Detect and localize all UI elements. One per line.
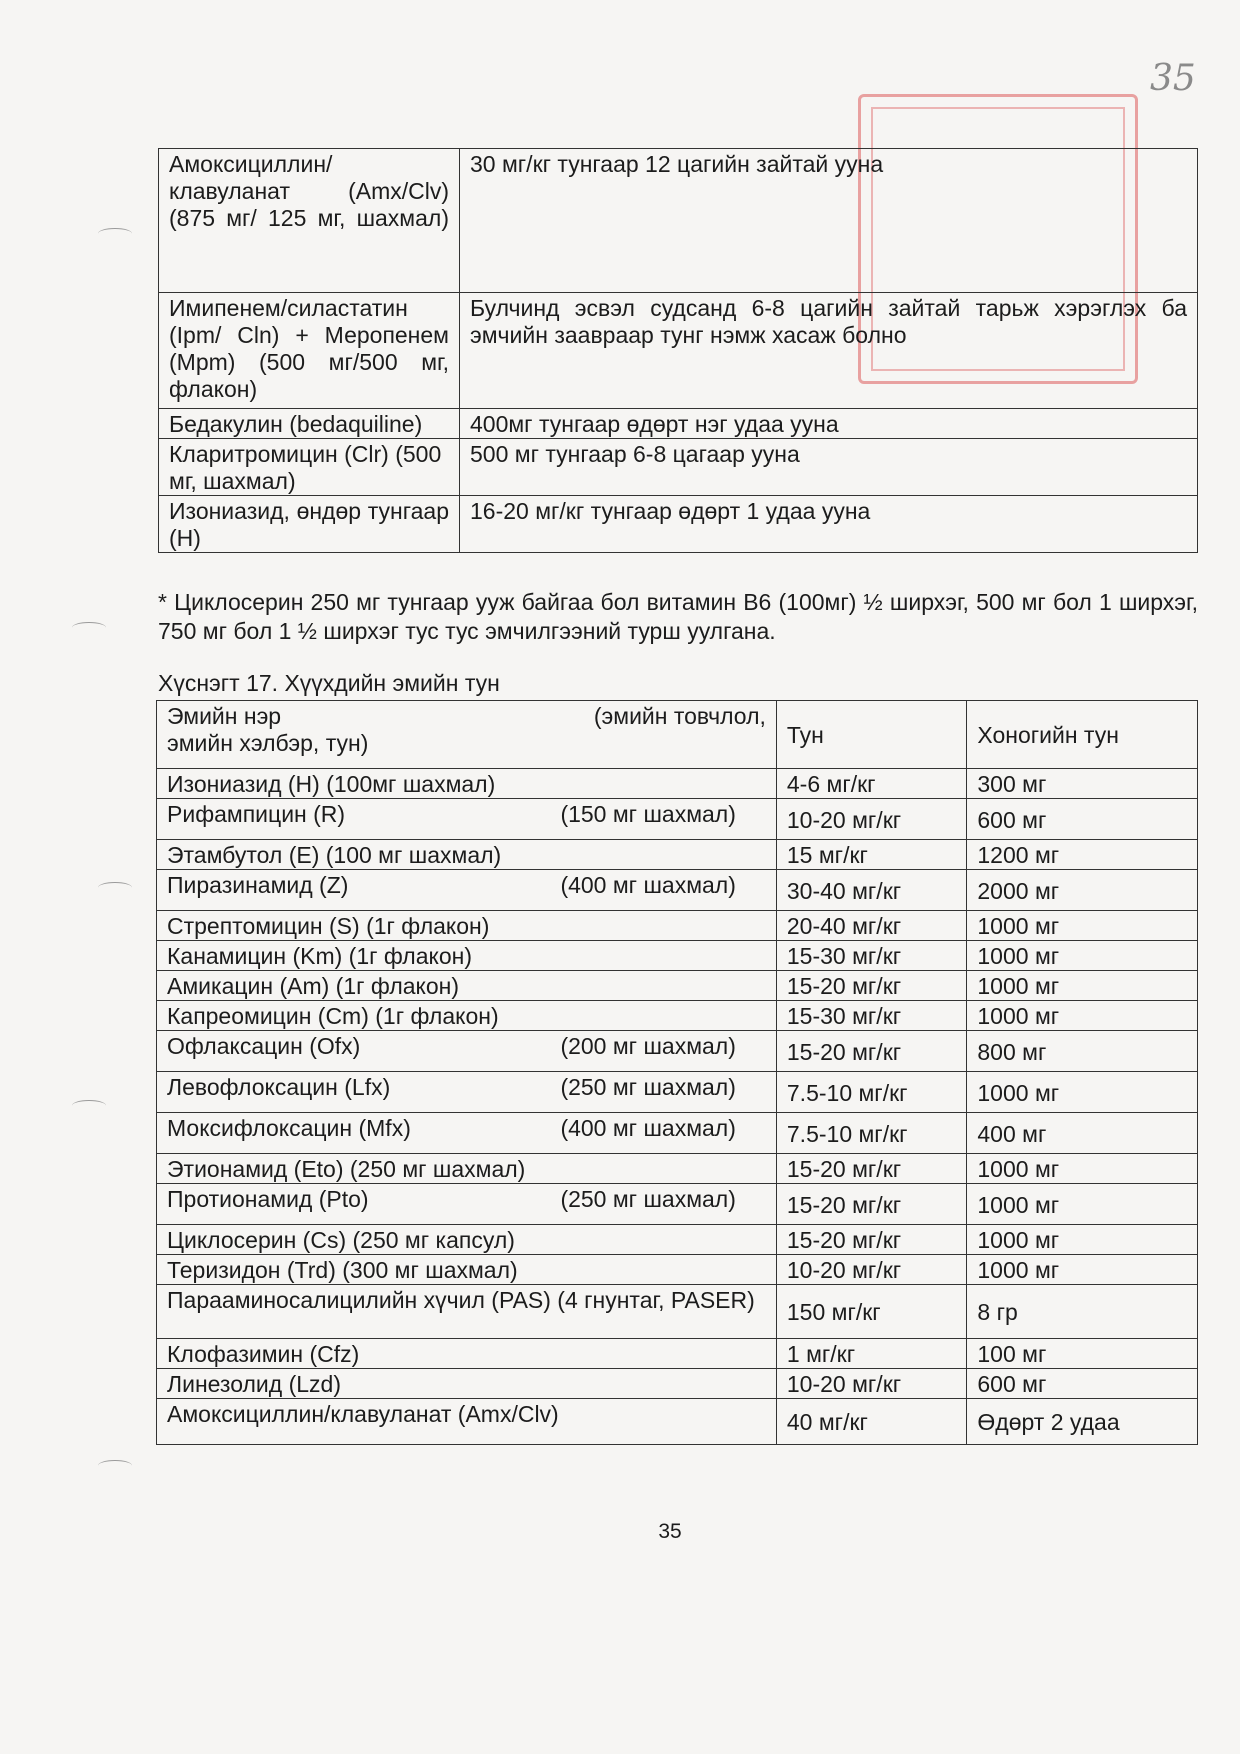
- drug-name: Изониазид (H) (100мг шахмал): [167, 771, 496, 797]
- page-number: 35: [658, 1520, 682, 1543]
- drug-name-cell: [157, 769, 777, 799]
- drug-form: (250 мг шахмал): [560, 1186, 736, 1212]
- drug-name-cell: [157, 941, 777, 971]
- drug-name: Стрептомицин (S) (1г флакон): [167, 913, 490, 939]
- drug-name-cell: [157, 870, 777, 911]
- table-row: [157, 1225, 1198, 1255]
- table-row: [157, 1255, 1198, 1285]
- drug-name-cell: [157, 971, 777, 1001]
- dose-cell: 10-20 мг/кг: [776, 1255, 967, 1285]
- table-row: [157, 1031, 1198, 1072]
- daily-dose-cell: 1000 мг: [967, 1184, 1198, 1225]
- dose-cell: 15-30 мг/кг: [776, 1001, 967, 1031]
- table-row: [157, 1184, 1198, 1225]
- footnote: * Циклосерин 250 мг тунгаар ууж байгаа бол витамин B6 (100мг) ½ ширхэг, 500 мг бол 1 ширхэг, 750 мг бол 1 ½ ширхэг тус тус эмчилгээний турш уулгана.: [158, 589, 1198, 644]
- scan-mark: [98, 228, 132, 239]
- header-name-b: (эмийн товчлол,: [593, 703, 766, 729]
- header-name-c: эмийн хэлбэр, тун): [167, 730, 369, 756]
- daily-dose-cell: Өдөрт 2 удаа: [967, 1399, 1198, 1445]
- drug-name: Линезолид (Lzd): [167, 1371, 341, 1397]
- drug-name-cell: [157, 1184, 777, 1225]
- dose-cell: 15-20 мг/кг: [776, 1184, 967, 1225]
- dose-cell: 40 мг/кг: [776, 1399, 967, 1445]
- dose-cell: 150 мг/кг: [776, 1285, 967, 1339]
- drug-name-cell: [157, 1072, 777, 1113]
- dose-cell: 15-20 мг/кг: [776, 971, 967, 1001]
- dose-cell: 4-6 мг/кг: [776, 769, 967, 799]
- daily-dose-cell: 1000 мг: [967, 1001, 1198, 1031]
- instruction-cell: 30 мг/кг тунгаар 12 цагийн зайтай ууна: [460, 149, 1198, 293]
- instruction-cell: 16-20 мг/кг тунгаар өдөрт 1 удаа ууна: [460, 496, 1198, 553]
- drug-name-cell: [157, 1399, 777, 1445]
- drug-name: Протионамид (Pto): [167, 1186, 369, 1212]
- daily-dose-cell: 600 мг: [967, 799, 1198, 840]
- drug-instruction-table: [158, 148, 1198, 553]
- daily-dose-cell: 8 гр: [967, 1285, 1198, 1339]
- drug-name-cell: [157, 1154, 777, 1184]
- scan-mark: [98, 1460, 132, 1471]
- scan-mark: [98, 882, 132, 893]
- daily-dose-cell: 1000 мг: [967, 971, 1198, 1001]
- table-row: [157, 1113, 1198, 1154]
- dose-cell: 15-30 мг/кг: [776, 941, 967, 971]
- drug-name: Моксифлоксацин (Mfx): [167, 1115, 411, 1141]
- drug-form: (150 мг шахмал): [560, 801, 736, 827]
- table-row: [157, 941, 1198, 971]
- drug-name: Канамицин (Km) (1г флакон): [167, 943, 472, 969]
- table-row: [157, 769, 1198, 799]
- drug-name: Парааминосалицилийн хүчил (PAS) (4 гнунтаг, PASER): [167, 1287, 755, 1313]
- dose-cell: 1 мг/кг: [776, 1339, 967, 1369]
- table-caption: Хүснэгт 17. Хүүхдийн эмийн тун: [158, 670, 500, 696]
- table-row: [157, 1339, 1198, 1369]
- drug-cell: Кларитромицин (Clr) (500 мг, шахмал): [159, 439, 460, 496]
- pediatric-dose-table: [156, 700, 1198, 1445]
- drug-name-cell: [157, 1001, 777, 1031]
- daily-dose-cell: 1000 мг: [967, 941, 1198, 971]
- drug-name-cell: [157, 1369, 777, 1399]
- daily-dose-cell: 400 мг: [967, 1113, 1198, 1154]
- table-header-row: [157, 701, 1198, 769]
- drug-name: Капреомицин (Cm) (1г флакон): [167, 1003, 499, 1029]
- table-row: [159, 409, 1198, 439]
- daily-dose-cell: 1000 мг: [967, 1154, 1198, 1184]
- drug-name: Этамбутол (E) (100 мг шахмал): [167, 842, 502, 868]
- handwritten-page-number: 35: [1150, 58, 1196, 99]
- table-row: [159, 496, 1198, 553]
- drug-form: (400 мг шахмал): [560, 872, 736, 898]
- drug-name: Левофлоксацин (Lfx): [167, 1074, 391, 1100]
- dose-cell: 15 мг/кг: [776, 840, 967, 870]
- header-name-a: Эмийн нэр: [167, 703, 282, 729]
- daily-dose-cell: 100 мг: [967, 1339, 1198, 1369]
- drug-name-cell: [157, 799, 777, 840]
- scan-mark: [72, 1100, 106, 1111]
- drug-name-cell: [157, 1113, 777, 1154]
- drug-name: Амоксициллин/клавуланат (Amx/Clv): [167, 1401, 559, 1427]
- table-row: [157, 799, 1198, 840]
- table-row: [157, 840, 1198, 870]
- drug-name: Клофазимин (Cfz): [167, 1341, 360, 1367]
- dose-cell: 10-20 мг/кг: [776, 799, 967, 840]
- drug-form: (250 мг шахмал): [560, 1074, 736, 1100]
- instruction-cell: 500 мг тунгаар 6-8 цагаар ууна: [460, 439, 1198, 496]
- header-dose: Тун: [776, 701, 967, 769]
- drug-name-cell: [157, 911, 777, 941]
- scan-mark: [72, 622, 106, 633]
- table-row: [157, 1285, 1198, 1339]
- daily-dose-cell: 2000 мг: [967, 870, 1198, 911]
- drug-cell: Амоксициллин/ клавуланат (Amx/Clv) (875 мг/ 125 мг, шахмал): [159, 149, 460, 293]
- dose-cell: 15-20 мг/кг: [776, 1031, 967, 1072]
- drug-name: Теризидон (Trd) (300 мг шахмал): [167, 1257, 518, 1283]
- dose-cell: 30-40 мг/кг: [776, 870, 967, 911]
- dose-cell: 15-20 мг/кг: [776, 1154, 967, 1184]
- drug-name-cell: [157, 1339, 777, 1369]
- instruction-cell: 400мг тунгаар өдөрт нэг удаа ууна: [460, 409, 1198, 439]
- table-row: [159, 149, 1198, 293]
- drug-name-cell: [157, 1031, 777, 1072]
- header-daily-dose: Хоногийн тун: [967, 701, 1198, 769]
- table-row: [159, 439, 1198, 496]
- drug-name-cell: [157, 1225, 777, 1255]
- table-row: [157, 1369, 1198, 1399]
- daily-dose-cell: 800 мг: [967, 1031, 1198, 1072]
- table-row: [157, 1399, 1198, 1445]
- drug-cell: Бедакулин (bedaquiline): [159, 409, 460, 439]
- daily-dose-cell: 1000 мг: [967, 1255, 1198, 1285]
- drug-cell: Изониазид, өндөр тунгаар (H): [159, 496, 460, 553]
- daily-dose-cell: 1200 мг: [967, 840, 1198, 870]
- table-row: [157, 1001, 1198, 1031]
- table-row: [157, 1154, 1198, 1184]
- table-row: [159, 293, 1198, 409]
- drug-name: Офлаксацин (Ofx): [167, 1033, 361, 1059]
- drug-form: (200 мг шахмал): [560, 1033, 736, 1059]
- drug-name: Рифампицин (R): [167, 801, 346, 827]
- daily-dose-cell: 1000 мг: [967, 1072, 1198, 1113]
- dose-cell: 10-20 мг/кг: [776, 1369, 967, 1399]
- drug-name: Пиразинамид (Z): [167, 872, 349, 898]
- drug-name: Амикацин (Am) (1г флакон): [167, 973, 460, 999]
- table-row: [157, 911, 1198, 941]
- instruction-cell: Булчинд эсвэл судсанд 6-8 цагийн зайтай тарьж хэрэглэх ба эмчийн заавраар тунг нэмж хасаж болно: [460, 293, 1198, 409]
- drug-form: (400 мг шахмал): [560, 1115, 736, 1141]
- table-row: [157, 870, 1198, 911]
- drug-name-cell: [157, 840, 777, 870]
- daily-dose-cell: 1000 мг: [967, 1225, 1198, 1255]
- dose-cell: 7.5-10 мг/кг: [776, 1072, 967, 1113]
- daily-dose-cell: 300 мг: [967, 769, 1198, 799]
- daily-dose-cell: 1000 мг: [967, 911, 1198, 941]
- drug-name: Циклосерин (Cs) (250 мг капсул): [167, 1227, 515, 1253]
- header-drug-name: [157, 701, 777, 769]
- dose-cell: 20-40 мг/кг: [776, 911, 967, 941]
- table-row: [157, 1072, 1198, 1113]
- drug-name-cell: [157, 1285, 777, 1339]
- table-row: [157, 971, 1198, 1001]
- drug-name: Этионамид (Eto) (250 мг шахмал): [167, 1156, 526, 1182]
- drug-name-cell: [157, 1255, 777, 1285]
- daily-dose-cell: 600 мг: [967, 1369, 1198, 1399]
- drug-cell: Имипенем/силастатин (Ipm/ Cln) + Меропенем (Mpm) (500 мг/500 мг, флакон): [159, 293, 460, 409]
- dose-cell: 15-20 мг/кг: [776, 1225, 967, 1255]
- dose-cell: 7.5-10 мг/кг: [776, 1113, 967, 1154]
